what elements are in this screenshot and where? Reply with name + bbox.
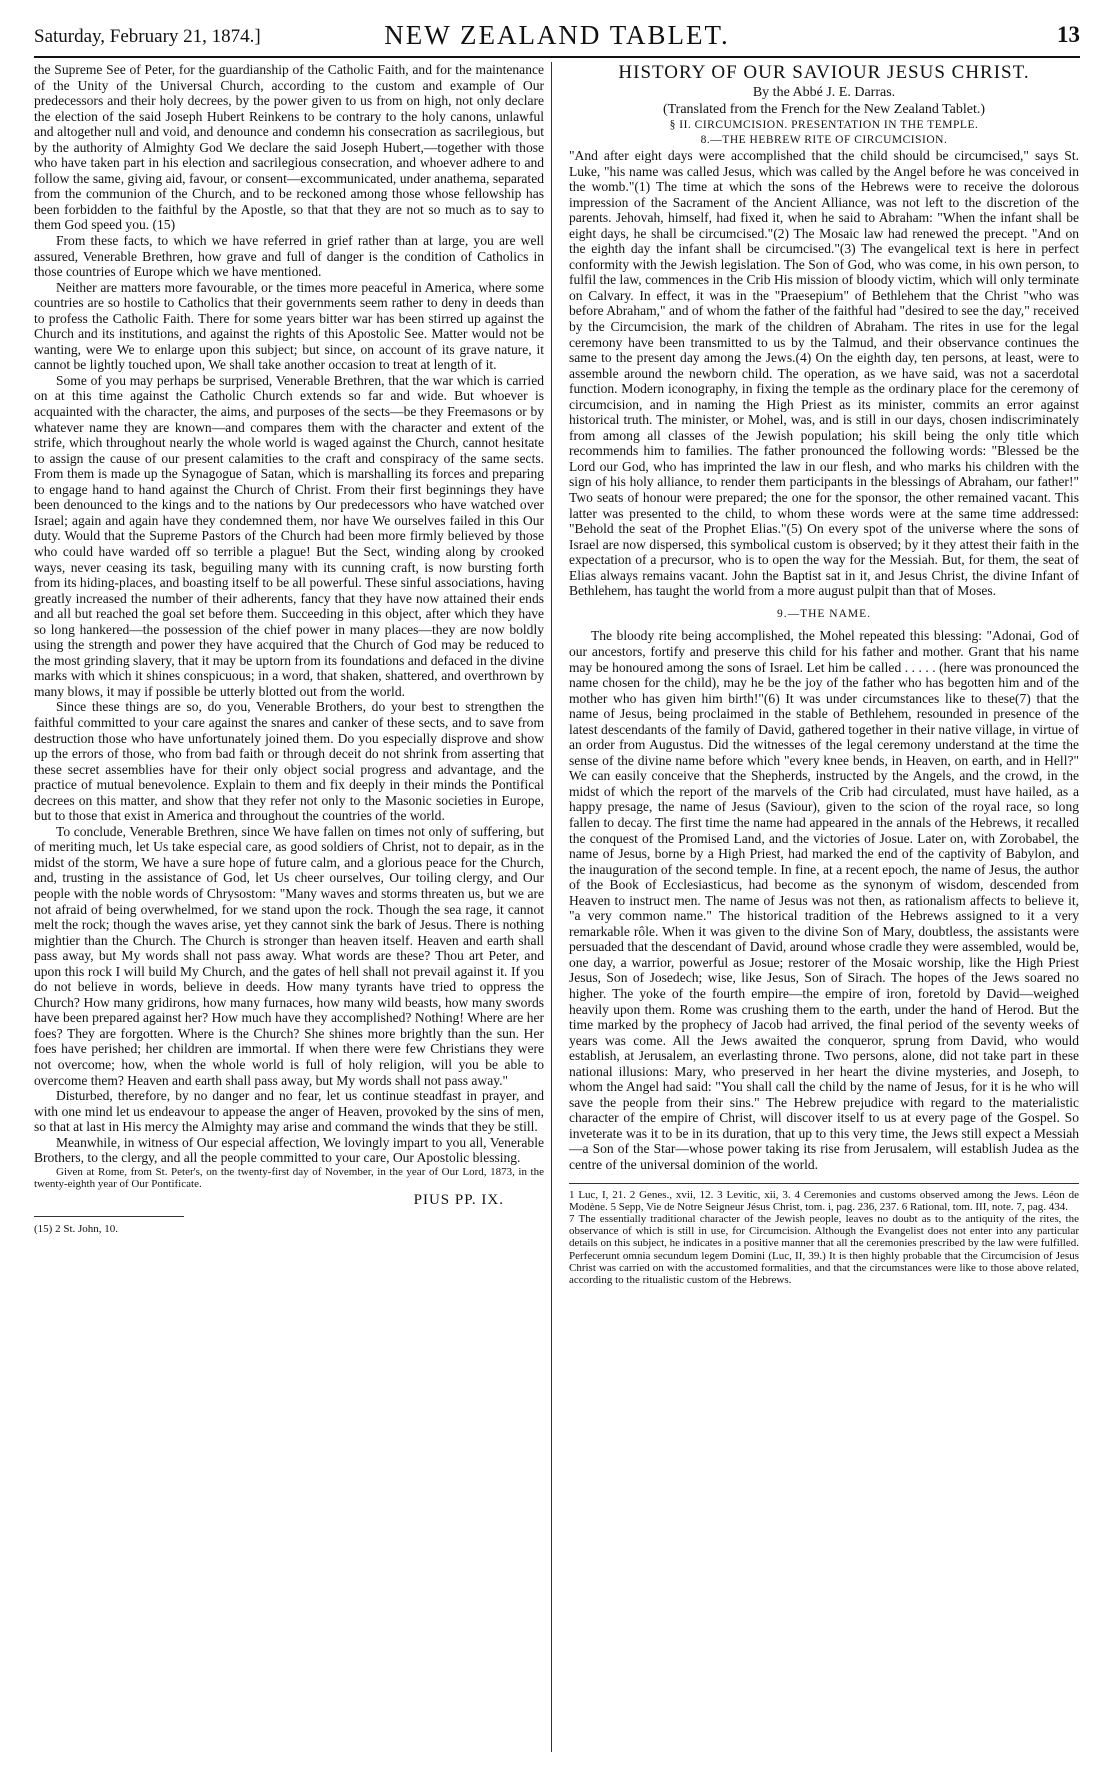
paragraph: To conclude, Venerable Brethren, since We have fallen on times not only of suffering, but of meriting much, let Us take especial care, as good soldiers of Christ, not to depair, as in the midst of the storm, We have a sure hope of future calm, and a glorious peace for the Church, and, trusting in the assistance of God, let Us cheer ourselves, Our toiling clergy, and Our people with the noble words of Chrysostom: "Many waves and storms threaten us, but we are not afraid of being overwhelmed, for we stand upon the rock. Though the sea rage, it cannot melt the rock; though the waves arise, yet they cannot sink the bark of Jesus. There is nothing mightier than the Church. The Church is stronger than heaven itself. Heaven and earth shall pass away, but My words shall not pass away. What words are these? Thou art Peter, and upon this rock I will build My Church, and the gates of hell shall not prevail against it. If you do not believe in words, believe in deeds. How many tyrants have tried to oppress the Church? How many gridirons, how many furnaces, how many wild beasts, how many swords have been prepared against her? How much have they accomplished? Nothing! Where are her foes? They are forgotten. Where is the Church? She shines more brightly than the sun. Her foes have perished; her children are immortal. If when there were few Christians they were not overcome; how, when the whole world is full of holy religion, will you be able to overcome them? Heaven and earth shall pass away, but My words shall not pass away." [34, 823, 544, 1088]
subsection-heading: 9.—THE NAME. [776, 607, 872, 620]
footnote-rule [569, 1183, 1079, 1184]
article-author: By the Abbé J. E. Darras. [752, 85, 896, 100]
paragraph: Some of you may perhaps be surprised, Venerable Brethren, that the war which is carried on at this time against the Catholic Church extends so far and wide. But whoever is acquainted with the character, the aims, and purposes of the sects—be they Freemasons or by whatever name they are known—and compares them with the character and extent of the strife, which throughout nearly the whole world is waged against the Church, cannot hesitate to assign the cause of our present calamities to the craft and conspiracy of the same sects. From them is made up the Synagogue of Satan, which is marshalling its forces and preparing to engage hand to hand against the Church of Christ. From their first beginnings they have been denounced to the kings and to the nations by Our predecessors who have watched over Israel; again and again have they condemned them, nor have We ourselves failed in this Our duty. Would that the Supreme Pastors of the Church had been more firmly believed by those who could have warded off so terrible a plague! But the Sect, winding along by crooked ways, never ceasing its task, beguiling many with its cunning craft, is now bursting forth from its hiding-places, and boasting itself to be all powerful. These sinful associations, having greatly increased the number of their adherents, fancy that they have now attained their ends and all but reached the goal set before them. Succeeding in this object, after which they have so long hankered—the possession of the chief power in many places—they are now boldly using the strength and power they have acquired that the Church of God may be reduced to the most grinding slavery, that it may be uptorn from its foundations and defaced in the divine marks with which it shines conspicuous; in a word, that shaken, shattered, and overthrown by many blows, it may if possible be utterly blotted out from the world. [34, 372, 544, 699]
subsection-heading: 8.—THE HEBREW RITE OF CIRCUMCISION. [700, 134, 948, 146]
section-heading: § II. CIRCUMCISION. PRESENTATION IN THE TEMPLE. [669, 119, 979, 131]
issue-date: Saturday, February 21, 1874.] [34, 26, 261, 47]
paragraph: "And after eight days were accomplished that the child should be circumcised," says St. Luke, "his name was called Jesus, which was called by the Angel before he was conceived in the womb."(1) The time at which the sons of the Hebrews were to receive the dolorous impression of the Sacrament of the Ancient Alliance, was not left to the discretion of the parents. Jehovah, himself, had fixed it, when he said to Abraham: "When the infant shall be eight days, he shall be circumcised."(2) The Mosaic law had renewed the precept. "And on the eighth day the infant shall be circumcised."(3) The evangelical text is here in perfect conformity with the Jewish legislation. The Son of God, who was come, in his own person, to fulfil the law, commences in the Crib His mission of bloody victim, which will only terminate on Calvary. In effect, it was in the "Praesepium" of Bethlehem that the Christ "who was before Abraham," and of whom the father of the faithful had "desired to see the day," received by the Circumcision, the mark of the children of Abraham. The rites in use for the legal ceremony have been transmitted to us by the Talmud, and their observance continues the same to the present day among the Jews.(4) On the eighth day, ten persons, at least, were to assemble around the newborn child. The operation, as we have said, was not a sacerdotal function. Modern iconography, in fixing the temple as the ordinary place for the ceremony of circumcision, and in naming the High Priest as its minister, commits an error against historical truth. The minister, or Mohel, was, and is still in our days, chosen indiscriminately from among all classes of the Jewish population; his skill being the only title which recommends him to families. The father pronounced the following words: "Blessed be the Lord our God, who has imprinted the law in our flesh, and who marks his children with the sign of his holy alliance, to render them participants in the blessings of Abraham, our father!" Two seats of honour were prepared; the one for the sponsor, the other remained vacant. This latter was presented to the child, to whom these words were at the same time addressed: "Behold the seat of the Prophet Elias."(5) On every spot of the universe where the sons of Israel are now dispersed, this symbolical custom is observed; by it they attest their faith in the expectation of a precursor, who is to open the way for the Messiah. But, for them, the seat of Elias always remains vacant. John the Baptist sat in it, and Jesus Christ, the divine Infant of Bethlehem, has taught the world from a more august pulpit than that of Moses. [569, 148, 1079, 599]
page-header [34, 18, 1080, 54]
footnote: 7 The essentially traditional character of the Jewish people, leaves no doubt as to the antiquity of the rites, the observance of which is still in use, for Circumcision. Although the Evangelist does not enter into any particular details on this subject, he indicates in a positive manner that all the ceremonies prescribed by the law were fulfilled. Perfecerunt omnia secundum legem Domini (Luc, II, 39.) It is then highly probable that the Circumcision of Jesus Christ was carried on with the accustomed formalities, and that the circumstances were like to those above related, according to the ritualistic custom of the Hebrews. [569, 1212, 1079, 1286]
column-divider [551, 62, 552, 1752]
paragraph: Neither are matters more favourable, or the times more peaceful in America, where some countries are so hostile to Catholics that their governments seem rather to deny in deeds than to profess the Catholic Faith. There for some years bitter war has been stirred up against the Church and its institutions, and against the rights of this Apostolic See. Matter would not be wanting, were We to enlarge upon this subject; but since, on account of its grave nature, it cannot be lightly touched upon, We shall take another occasion to treat at length of it. [34, 279, 544, 373]
paragraph: the Supreme See of Peter, for the guardianship of the Catholic Faith, and for the maintenance of the Unity of the Universal Church, according to the custom and example of Our predecessors and their holy decrees, by the power given to us from on high, not only declare the election of the said Joseph Hubert Reinkens to be contrary to the holy canons, unlawful and altogether null and void, and denounce and condemn his consecration as sacrilegious, but by the authority of Almighty God We declare the said Joseph Hubert,—together with those who have taken part in his election and sacrilegious consecration, and whoever adhere to and follow the same, giving aid, favour, or consent—excommunicated, under anathema, separated from the communion of the Church, and to be reckoned among those whose fellowship has been forbidden to the faithful by the Apostle, so that that they are not so much as to say to them God speed you. (15) [34, 62, 544, 233]
paragraph: Since these things are so, do you, Venerable Brothers, do your best to strengthen the faithful committed to your care against the snares and canker of these sects, and to save from destruction those who have unfortunately joined them. Do you especially disprove and show up the errors of those, who from bad faith or through deceit do not shrink from asserting that these secret assemblies have for their only object social progress and advantage, and the practice of mutual benevolence. Explain to them and fix deeply in their minds the Pontifical decrees on this matter, and show that they refer not only to the Masonic societies in Europe, but to those that exist in America and throughout the countries of the world. [34, 699, 544, 824]
paragraph: The bloody rite being accomplished, the Mohel repeated this blessing: "Adonai, God of our ancestors, fortify and preserve this child for his father and mother. Grant that his name may be honoured among the sons of Israel. Let him be called . . . . . (here was pronounced the name chosen for the child), may he be the joy of the father who has begotten him and of the mother who has given him birth!"(6) It was under circumstances like to these(7) that the name of Jesus, being proclaimed in the stable of Bethlehem, resounded in presence of the latest descendants of the family of David, gathered together in their native village, in virtue of an order from Augustus. Did the witnesses of the legal ceremony understand at the time the sense of the divine name before which "every knee bends, in Heaven, on earth, and in Hell?" We can easily conceive that the Shepherds, instructed by the Angels, and the crowd, in the midst of which the report of the marvels of the Crib had circulated, must have hailed, as a happy presage, the name of Jesus (Saviour), given to the scion of the royal race, so long fallen to decay. The first time the name had appeared in the annals of the Hebrews, it recalled the conquest of the Promised Land, and the victories of Josue. Later on, with Zorobabel, the name of Jesus, borne by a High Priest, had marked the end of the captivity of Babylon, and the inauguration of the second temple. In fine, at a recent epoch, the name of Jesus, the author of the Book of Ecclesiasticus, had become as the synonym of wisdom, descended from Heaven to instruct men. The name of Jesus was not then, as rationalism affects to believe it, "a very common name." The historical tradition of the Hebrews assigned to it a very remarkable rôle. When it was given to the divine Son of Mary, doubtless, the assistants were persuaded that the descendant of David, around whose cradle they were assembled, would be, one day, a warrior, powerful as Josue; restorer of the Mosaic worship, like the High Priest Jesus, Son of Josedech; wise, like Jesus, Son of Sirach. The hopes of the Jews soared no higher. The yoke of the fourth empire—the empire of iron, foretold by David—weighed heavily upon them. Rome was crushing them to the earth, under the hand of Herod. But the time marked by the prophecy of Jacob had arrived, the final period of the seventy weeks of years was come. All the Jews awaited the conqueror, sprung from David, who would establish, at Jerusalem, an everlasting throne. Two persons, alone, did not take part in these national illusions: Mary, who preserved in her heart the divine mysteries, and Joseph, to whom the Angel had said: "You shall call the child by the name of Jesus, for it is he who will save the people from their sins." The Hebrew prejudice with regard to the materialistic character of the empire of Christ, will discover itself to us at every page of the Gospel. So inveterate was it to be in its duration, that up to this very time, the Jews still expect a Messiah—a Son of the Star—whose power taking its rise from Jerusalem, will establish Judea as the centre of the universal dominion of the world. [569, 628, 1079, 1172]
paragraph: Disturbed, therefore, by no danger and no fear, let us continue steadfast in prayer, and with one mind let us endeavour to appease the anger of Heaven, provoked by the sins of men, so that at last in His mercy the Almighty may arise and command the winds that they be still. [34, 1088, 544, 1135]
dateline: Given at Rome, from St. Peter's, on the twenty-first day of November, in the year of Our Lord, 1873, in the twenty-eighth year of Our Pontificate. [34, 1165, 544, 1191]
footnote-rule [34, 1216, 184, 1217]
newspaper-title: NEW ZEALAND TABLET. [384, 20, 730, 50]
header-rule [34, 56, 1080, 58]
signature: PIUS PP. IX. [413, 1191, 504, 1208]
right-column [569, 62, 1079, 1286]
translation-note: (Translated from the French for the New Zealand Tablet.) [662, 102, 986, 117]
footnote: 1 Luc, I, 21. 2 Genes., xvii, 12. 3 Levitic, xii, 3. 4 Ceremonies and customs observed among the Jews. Léon de Modène. 5 Sepp, Vie de Notre Seigneur Jésus Christ, tom. i, pag. 236, 237. 6 Rational, tom. III, note. 7, pag. 434. [569, 1188, 1079, 1213]
paragraph: From these facts, to which we have referred in grief rather than at large, you are well assured, Venerable Brethren, how grave and full of danger is the condition of Catholics in those countries of Europe which we have mentioned. [34, 233, 544, 280]
left-column [34, 62, 544, 1236]
paragraph: Meanwhile, in witness of Our especial affection, We lovingly impart to you all, Venerable Brothers, to the clergy, and all the people committed to your care, Our Apostolic blessing. [34, 1134, 544, 1166]
page-number: 13 [1057, 22, 1080, 47]
footnote: (15) 2 St. John, 10. [34, 1223, 119, 1236]
article-title: HISTORY OF OUR SAVIOUR JESUS CHRIST. [618, 62, 1030, 83]
